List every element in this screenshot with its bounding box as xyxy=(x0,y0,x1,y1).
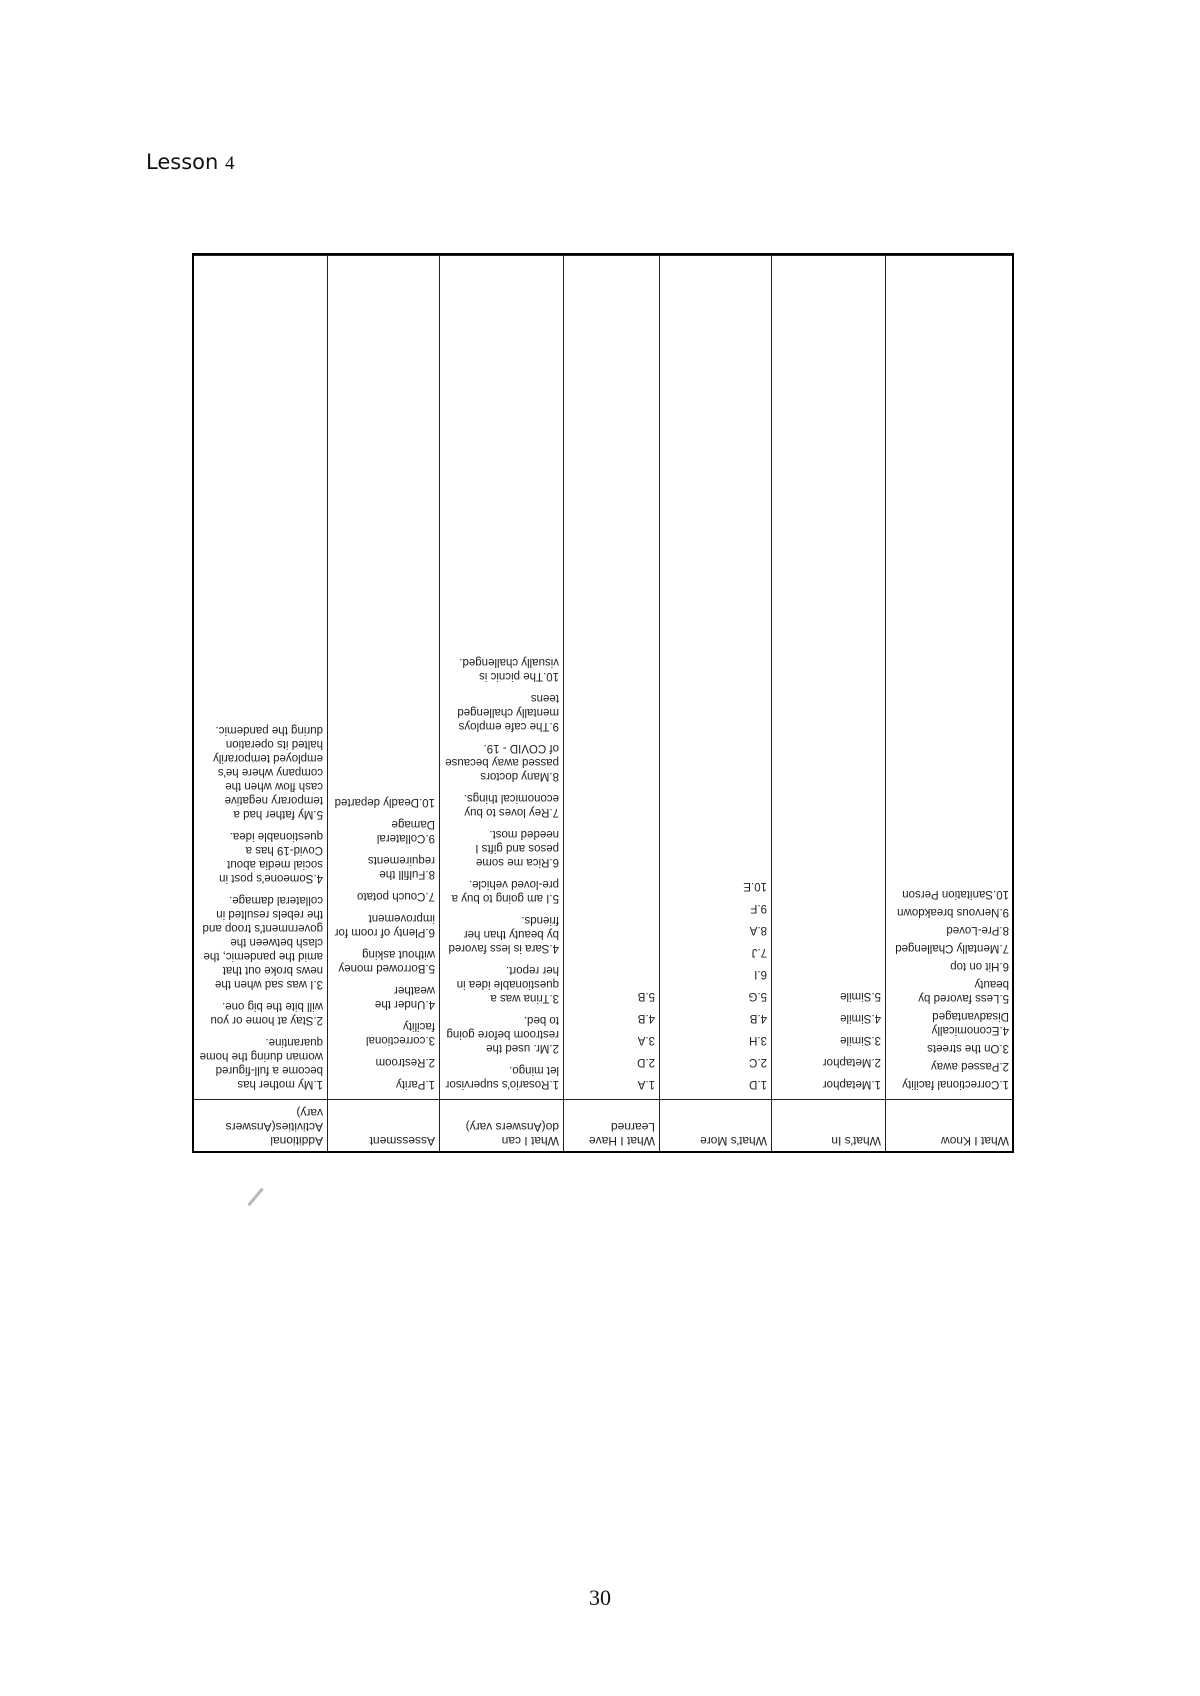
column-assessment xyxy=(328,256,440,1100)
list-item: 2.C xyxy=(749,1056,767,1068)
list-item: 9.F xyxy=(750,902,767,914)
list-item: 5.Borrowed money without asking xyxy=(338,948,435,974)
list-item: 4.Sara is less favored by beauty than her friends. xyxy=(448,914,559,954)
list-item: 9.Collateral Damage xyxy=(376,818,435,844)
pencil-mark-icon xyxy=(247,1188,263,1207)
column-what-i-can-do xyxy=(440,256,564,1100)
list-item: 7.J xyxy=(751,946,767,958)
list-item: 5.Less favored by beauty xyxy=(918,978,1009,1004)
list-item: 2.D xyxy=(637,1056,655,1068)
list-item: 3.correctional facility xyxy=(365,1020,435,1046)
list-item: 5.Simile xyxy=(840,990,881,1002)
column-whats-more xyxy=(660,256,772,1100)
page-number: 30 xyxy=(589,1585,611,1610)
lesson-number: 4 xyxy=(224,153,235,174)
list-item: 5.My father had a temporary negative cash flow when the company where he's employed temporarily halted its operation during the pandemic. xyxy=(213,724,323,820)
list-item: 8.Many doctors passed away because of COVID - 19. xyxy=(445,742,559,782)
list-item: 6.Plenty of room for improvement xyxy=(334,912,435,938)
list-item: 3.Trina was a questionable idea in her report. xyxy=(456,964,559,1004)
list-item: 1.Correctional facility xyxy=(902,1078,1009,1090)
list-item: 5.I am going to buy a pre-loved vehicle. xyxy=(451,878,559,904)
list-item: 6.Rica me some pesos and gifts I needed most. xyxy=(475,828,559,868)
answer-key-table xyxy=(192,253,1014,1153)
column-what-i-have-learned xyxy=(564,256,660,1100)
column-whats-in xyxy=(772,256,886,1100)
list-item: 3.I was sad when the news broke out that amid the pandemic, the clash between the government's troop and the rebels resulted in collateral damage. xyxy=(202,894,323,990)
list-item: 9.The cafe employs mentally challenged teens xyxy=(457,692,559,732)
table-header-row xyxy=(194,1100,1014,1153)
lesson-heading xyxy=(146,150,234,175)
list-item: 4.Economically Disadvantaged xyxy=(931,1010,1009,1036)
lesson-word: Lesson xyxy=(146,150,219,174)
list-item: 2.Stay at home or you will bite the big one. xyxy=(210,1000,323,1026)
list-item: 8.Pre-Loved xyxy=(946,924,1009,936)
list-item: 2.Passed away xyxy=(931,1060,1009,1072)
list-item: 2.Mr. used the restroom before going to bed. xyxy=(446,1014,559,1054)
list-item: 2.Restroom xyxy=(375,1056,435,1068)
list-item: 5.G xyxy=(748,990,767,1002)
column-what-i-know xyxy=(886,256,1014,1100)
list-item: 4.B xyxy=(637,1012,655,1024)
list-item: 5.B xyxy=(637,990,655,1002)
header-what-i-know: What I Know xyxy=(886,1100,1014,1153)
rotated-table-content xyxy=(194,255,1014,1153)
list-item: 7.Mentally Challenged xyxy=(895,942,1009,954)
list-item: 10.The picnic is visually challenged. xyxy=(459,656,559,682)
list-item: 8.Fulfill the requirements xyxy=(367,854,435,880)
header-whats-in: What's In xyxy=(772,1100,886,1153)
header-what-i-can-do: What I can do(Answers vary) xyxy=(440,1100,564,1153)
header-additional-activities: Additional Activities(Answers vary) xyxy=(194,1100,328,1153)
header-assessment: Assessment xyxy=(328,1100,440,1153)
table-row xyxy=(194,256,1014,1100)
list-item: 3.A xyxy=(637,1034,655,1046)
list-item: 7.Rey loves to buy economical things. xyxy=(463,792,559,818)
list-item: 4.B xyxy=(749,1012,767,1024)
list-item: 9.Nervous breakdown xyxy=(897,906,1009,918)
list-item: 10.Sanitation Person xyxy=(902,888,1009,900)
list-item: 1.Parity xyxy=(396,1078,435,1090)
list-item: 10.E xyxy=(743,880,767,892)
column-additional-activities xyxy=(194,256,328,1100)
list-item: 1.Rosario's supervisor let mingo. xyxy=(445,1064,559,1090)
header-whats-more: What's More xyxy=(660,1100,772,1153)
list-item: 3.H xyxy=(749,1034,767,1046)
list-item: 1.Metaphor xyxy=(822,1078,881,1090)
list-item: 6.Hit on top xyxy=(950,960,1009,972)
list-item: 4.Someone's post in social media about Covid-19 has a questionable idea. xyxy=(219,830,323,884)
list-item: 6.I xyxy=(754,968,767,980)
list-item: 7.Couch potato xyxy=(356,890,435,902)
list-item: 4.Simile xyxy=(840,1012,881,1024)
list-item: 1.My mother has become a full-figured woman during the home quarantine. xyxy=(199,1036,323,1090)
list-item: 3.On the streets xyxy=(927,1042,1009,1054)
list-item: 3.Simile xyxy=(840,1034,881,1046)
list-item: 1.D xyxy=(749,1078,767,1090)
list-item: 2.Metaphor xyxy=(822,1056,881,1068)
list-item: 1.A xyxy=(637,1078,655,1090)
list-item: 10.Deadly departed xyxy=(334,796,435,808)
list-item: 4.Under the weather xyxy=(374,984,435,1010)
list-item: 8.A xyxy=(749,924,767,936)
header-what-i-have-learned: What I Have Learned xyxy=(564,1100,660,1153)
